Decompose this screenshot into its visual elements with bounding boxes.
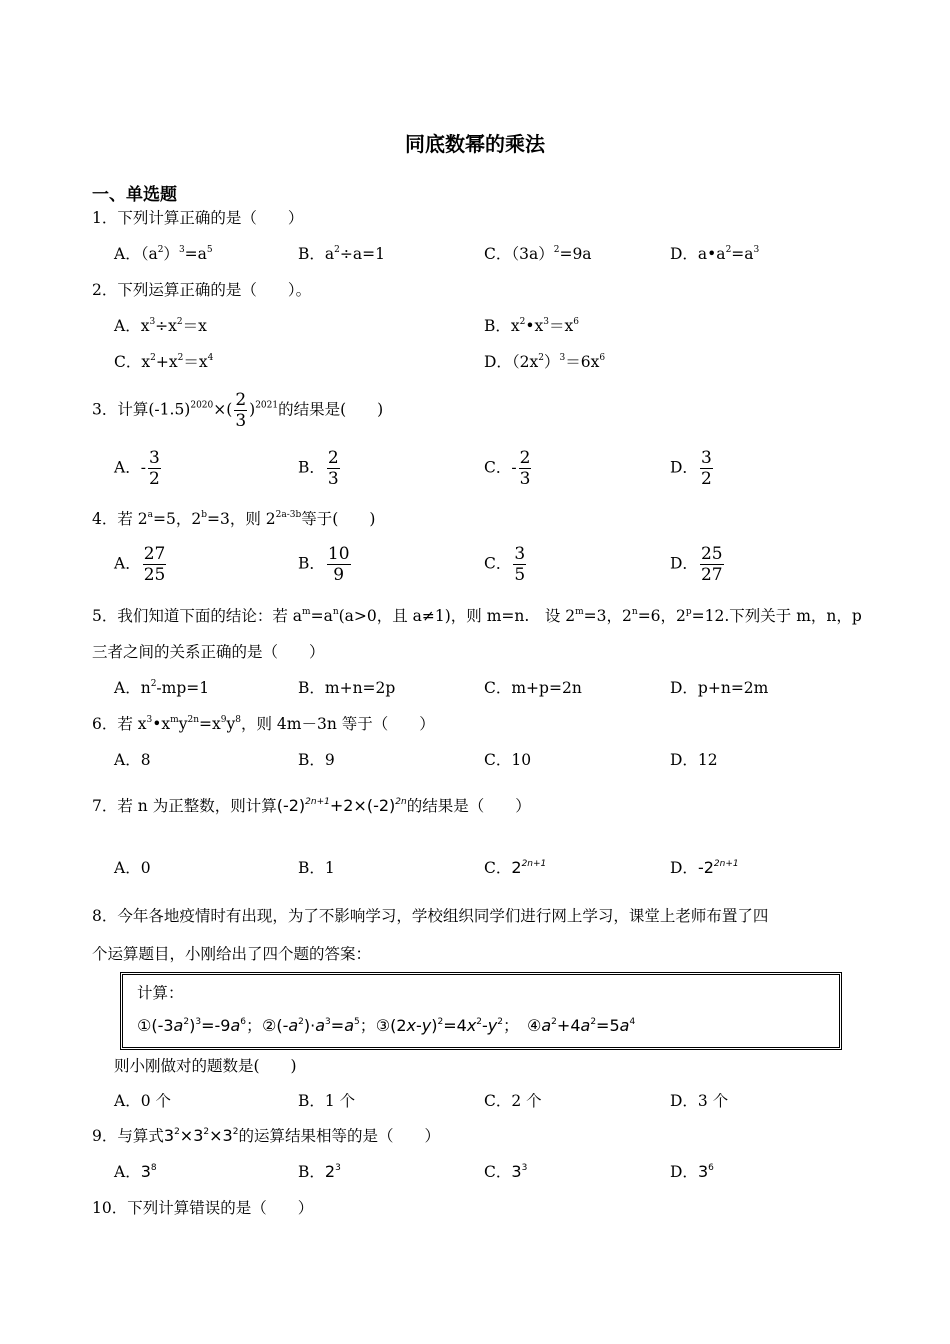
- question-8-line-1: 8．今年各地疫情时有出现，为了不影响学习，学校组织同学们进行网上学习，课堂上老师布置了四: [92, 907, 769, 925]
- q2-option-d[interactable]: D．$(2x^2)^3=6x^6$: [484, 353, 606, 371]
- question-3-stem: 3．计算$(-1.5)^{2020}\times$( $\frac{2}{3}$ )$^{2021}$的结果是( ): [92, 390, 384, 431]
- q5-option-a[interactable]: A．$n^2-mp=1$: [114, 679, 210, 697]
- question-10-stem: 10．下列计算错误的是（ ）: [92, 1199, 314, 1217]
- q7-option-d[interactable]: D．$-2^{2n+1}$: [670, 858, 739, 877]
- question-4-stem: 4．若 $2^a=5$，$2^b=3$，则 $2^{2a-3b}$等于( ): [92, 510, 376, 528]
- q4-option-c[interactable]: C． $\frac{3}{5}$: [484, 544, 526, 585]
- q8-option-b[interactable]: B．1 个: [298, 1092, 356, 1110]
- q4-option-d[interactable]: D． $\frac{25}{27}$: [670, 544, 723, 585]
- calculation-box-content: $①(-3a^2)^3=-9a^6$；$②(-a^2)\cdot a^3=a^5$；$③(2x-y)^2=4x^2-y^2$； $④a^2+4a^2=5a^4$: [137, 1016, 636, 1035]
- q4-option-b[interactable]: B． $\frac{10}{9}$: [298, 544, 350, 585]
- calculation-box-title: 计算：: [137, 984, 184, 1002]
- q9-option-b[interactable]: B．$2^3$: [298, 1162, 341, 1181]
- q9-option-a[interactable]: A．$3^8$: [114, 1162, 157, 1181]
- q2-option-a[interactable]: A．$x^3\div x^2=x$: [114, 317, 207, 335]
- q1-option-d[interactable]: D．$a•a^2=a^3$: [670, 245, 760, 263]
- q9-option-c[interactable]: C．$3^3$: [484, 1162, 528, 1181]
- question-6-stem: 6．若 $x^3•x^my^{2n}=x^9y^8$，则 4m－3n 等于（ ）: [92, 715, 435, 733]
- question-2-stem: 2．下列运算正确的是（ ）。: [92, 281, 312, 299]
- q8-option-d[interactable]: D．3 个: [670, 1092, 729, 1110]
- question-7-stem: 7．若 n 为正整数，则计算$(-2)^{2n+1}+2\times(-2)^{2n}$的结果是（ ）: [92, 796, 531, 815]
- q6-option-b[interactable]: B．9: [298, 751, 335, 769]
- q6-option-d[interactable]: D．12: [670, 751, 718, 769]
- question-8-line-2: 个运算题目，小刚给出了四个题的答案：: [92, 945, 372, 963]
- q2-option-c[interactable]: C．$x^2+x^2=x^4$: [114, 353, 214, 371]
- question-1-stem: 1．下列计算正确的是（ ）: [92, 209, 304, 227]
- q7-option-c[interactable]: C．$2^{2n+1}$: [484, 858, 547, 877]
- q3-option-a[interactable]: A．- $\frac{3}{2}$: [114, 448, 160, 489]
- q3-option-d[interactable]: D． $\frac{3}{2}$: [670, 448, 712, 489]
- q1-option-c[interactable]: C．$(3a)^2=9a$: [484, 245, 592, 263]
- q6-option-a[interactable]: A．8: [114, 751, 151, 769]
- q4-option-a[interactable]: A． $\frac{27}{25}$: [114, 544, 166, 585]
- q7-option-a[interactable]: A．0: [114, 859, 151, 877]
- calculation-box: [120, 972, 842, 1050]
- q1-option-b[interactable]: B．$a^2\div a=1$: [298, 245, 385, 263]
- q1-option-a[interactable]: A．$(a^2)^3=a^5$: [114, 245, 213, 263]
- section-heading: 一、单选题: [92, 185, 177, 205]
- q3-option-c[interactable]: C．- $\frac{2}{3}$: [484, 448, 531, 489]
- q5-option-b[interactable]: B．m+n=2p: [298, 679, 396, 697]
- q8-option-a[interactable]: A．0 个: [114, 1092, 171, 1110]
- q2-option-b[interactable]: B．$x^2•x^3=x^6$: [484, 317, 579, 335]
- q6-option-c[interactable]: C．10: [484, 751, 532, 769]
- q7-option-b[interactable]: B．1: [298, 859, 335, 877]
- q5-option-c[interactable]: C．m+p=2n: [484, 679, 582, 697]
- question-5-line-1: 5．我们知道下面的结论：若 $a^m=a^n(a>0$，且 a≠1)，则 m=n. 设 $2^m=3$，$2^n=6$，$2^p=12$.下列关于 m，n，p: [92, 607, 862, 625]
- q9-option-d[interactable]: D．$3^6$: [670, 1162, 714, 1181]
- q5-option-d[interactable]: D．p+n=2m: [670, 679, 769, 697]
- q8-option-c[interactable]: C．2 个: [484, 1092, 542, 1110]
- question-5-line-2: 三者之间的关系正确的是（ ）: [92, 643, 325, 661]
- q3-option-b[interactable]: B． $\frac{2}{3}$: [298, 448, 339, 489]
- page-title: 同底数幂的乘法: [405, 132, 545, 156]
- question-8-prompt: 则小刚做对的题数是( ): [114, 1057, 297, 1075]
- question-9-stem: 9．与算式$3^2\times 3^2\times 3^2$的运算结果相等的是（ ）: [92, 1126, 440, 1145]
